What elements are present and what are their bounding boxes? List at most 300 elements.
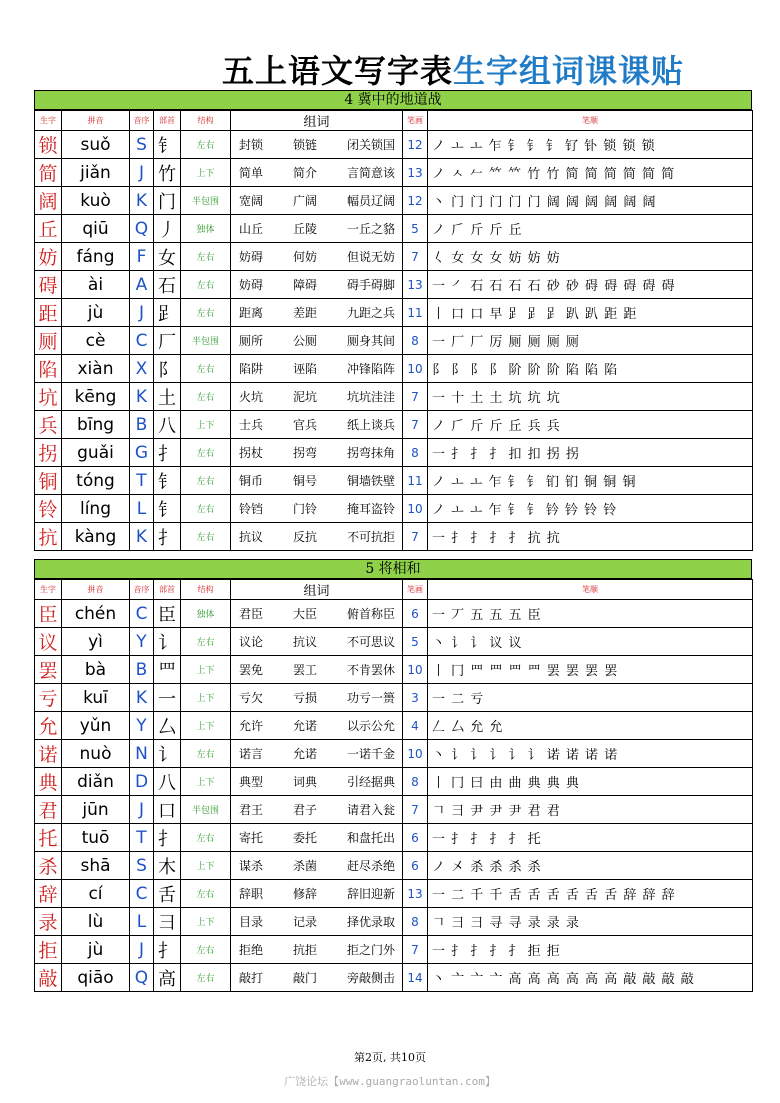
header-structure: 结构 xyxy=(181,111,231,131)
word: 铜号 xyxy=(293,474,318,488)
character: 阔 xyxy=(35,187,62,215)
header-order: 笔顺 xyxy=(428,580,753,600)
pinyin: chén xyxy=(62,600,130,628)
pinyin: tóng xyxy=(62,467,130,495)
pinyin: shā xyxy=(62,852,130,880)
radical: 彐 xyxy=(154,908,181,936)
initial-letter: K xyxy=(130,187,154,215)
table-row xyxy=(35,628,753,656)
structure: 左右 xyxy=(181,964,231,992)
pinyin: cè xyxy=(62,327,130,355)
character: 锁 xyxy=(35,131,62,159)
stroke-order: ノ ㅗ ㅗ 乍 钅 钅 钅 钌 钋 锁 锁 锁 xyxy=(428,131,753,159)
stroke-order: 丶 讠 讠 讠 讠 讠 诺 诺 诺 诺 xyxy=(428,740,753,768)
character: 距 xyxy=(35,299,62,327)
word: 言简意该 xyxy=(347,166,396,180)
initial-letter: K xyxy=(130,383,154,411)
stroke-order: ノ ㅅ 𠂉 𥫗 𥫗 竹 竹 简 简 简 简 简 简 xyxy=(428,159,753,187)
word: 公厕 xyxy=(293,334,318,348)
character: 陷 xyxy=(35,355,62,383)
character: 铜 xyxy=(35,467,62,495)
structure: 上下 xyxy=(181,908,231,936)
table-row xyxy=(35,215,753,243)
initial-letter: J xyxy=(130,936,154,964)
radical: 扌 xyxy=(154,523,181,551)
page-title xyxy=(222,46,684,92)
stroke-order: 𡿨 女 女 女 妨 妨 妨 xyxy=(428,243,753,271)
stroke-order: 一 厂 厂 厉 厕 厕 厕 厕 xyxy=(428,327,753,355)
word: 九距之兵 xyxy=(347,306,396,320)
pinyin: diǎn xyxy=(62,768,130,796)
character: 坑 xyxy=(35,383,62,411)
word: 宽阔 xyxy=(239,194,264,208)
word: 妨碍 xyxy=(239,278,264,292)
character: 罢 xyxy=(35,656,62,684)
stroke-order: 𠃍 ⺕ 彐 寻 寻 录 录 录 xyxy=(428,908,753,936)
word-group xyxy=(231,712,403,740)
stroke-count: 11 xyxy=(403,299,428,327)
radical: 钅 xyxy=(154,467,181,495)
table-row xyxy=(35,131,753,159)
stroke-order: 一 丆 五 五 五 臣 xyxy=(428,600,753,628)
stroke-order: 丨 冂 罒 罒 罒 罒 罢 罢 罢 罢 xyxy=(428,656,753,684)
radical: 𧾷 xyxy=(154,299,181,327)
table-row xyxy=(35,600,753,628)
word: 罢免 xyxy=(239,663,264,677)
header-char: 生字 xyxy=(35,111,62,131)
radical: 八 xyxy=(154,768,181,796)
radical: 八 xyxy=(154,411,181,439)
stroke-count: 13 xyxy=(403,159,428,187)
word: 目录 xyxy=(239,915,264,929)
table-row xyxy=(35,880,753,908)
pinyin: jù xyxy=(62,936,130,964)
stroke-order: 一 ㇒ 石 石 石 石 砂 砂 碍 碍 碍 碍 碍 xyxy=(428,271,753,299)
title-sub: 生字组词课课贴 xyxy=(453,52,685,90)
word: 罢工 xyxy=(293,663,318,677)
word: 请君入瓮 xyxy=(347,803,396,817)
radical: 厂 xyxy=(154,327,181,355)
lesson-heading: 5 将相和 xyxy=(34,559,752,579)
stroke-order: 一 十 土 土 坑 坑 坑 xyxy=(428,383,753,411)
word: 丘陵 xyxy=(293,222,318,236)
table-row xyxy=(35,796,753,824)
table-row xyxy=(35,852,753,880)
stroke-order: 𠃋 厶 允 允 xyxy=(428,712,753,740)
word: 掩耳盗铃 xyxy=(347,502,396,516)
table-row xyxy=(35,159,753,187)
structure: 上下 xyxy=(181,411,231,439)
word: 但说无妨 xyxy=(347,250,396,264)
header-row xyxy=(35,111,753,131)
header-strokes: 笔画 xyxy=(403,580,428,600)
header-words: 组词 xyxy=(231,580,403,600)
word: 记录 xyxy=(293,915,318,929)
pinyin: kuī xyxy=(62,684,130,712)
word: 不肯罢休 xyxy=(347,663,396,677)
initial-letter: J xyxy=(130,159,154,187)
word: 拐杖 xyxy=(239,446,264,460)
word: 寄托 xyxy=(239,831,264,845)
stroke-order: 一 扌 扌 扌 扌 托 xyxy=(428,824,753,852)
word: 旁敲侧击 xyxy=(347,971,396,985)
word-group xyxy=(231,523,403,551)
radical: 阝 xyxy=(154,355,181,383)
stroke-count: 7 xyxy=(403,411,428,439)
character: 碍 xyxy=(35,271,62,299)
table-row xyxy=(35,712,753,740)
word: 敲打 xyxy=(239,971,264,985)
pinyin: qiāo xyxy=(62,964,130,992)
stroke-order: 丶 门 门 门 门 门 阔 阔 阔 阔 阔 阔 xyxy=(428,187,753,215)
word-group xyxy=(231,215,403,243)
word: 和盘托出 xyxy=(347,831,396,845)
character: 拐 xyxy=(35,439,62,467)
stroke-count: 13 xyxy=(403,880,428,908)
initial-letter: J xyxy=(130,796,154,824)
word: 允许 xyxy=(239,719,264,733)
word: 功亏一篑 xyxy=(347,691,396,705)
structure: 左右 xyxy=(181,299,231,327)
structure: 左右 xyxy=(181,936,231,964)
word: 引经据典 xyxy=(347,775,396,789)
character: 敲 xyxy=(35,964,62,992)
word: 君王 xyxy=(239,803,264,817)
word: 大臣 xyxy=(293,607,318,621)
character-table xyxy=(34,110,753,551)
initial-letter: S xyxy=(130,131,154,159)
word: 门铃 xyxy=(293,502,318,516)
radical: 石 xyxy=(154,271,181,299)
header-structure: 结构 xyxy=(181,580,231,600)
word: 封锁 xyxy=(239,138,264,152)
structure: 左右 xyxy=(181,439,231,467)
stroke-count: 3 xyxy=(403,684,428,712)
radical: 厶 xyxy=(154,712,181,740)
word: 厕所 xyxy=(239,334,264,348)
word: 拐弯 xyxy=(293,446,318,460)
word: 亏欠 xyxy=(239,691,264,705)
structure: 左右 xyxy=(181,131,231,159)
word-group xyxy=(231,355,403,383)
initial-letter: S xyxy=(130,852,154,880)
pinyin: jù xyxy=(62,299,130,327)
structure: 左右 xyxy=(181,383,231,411)
header-letter: 音序 xyxy=(130,580,154,600)
structure: 左右 xyxy=(181,628,231,656)
stroke-count: 7 xyxy=(403,243,428,271)
word: 典型 xyxy=(239,775,264,789)
radical: 扌 xyxy=(154,824,181,852)
radical: 罒 xyxy=(154,656,181,684)
structure: 左右 xyxy=(181,355,231,383)
structure: 独体 xyxy=(181,600,231,628)
lesson-section xyxy=(34,90,752,551)
radical: 臣 xyxy=(154,600,181,628)
stroke-order: ノ 𠂆 斤 斤 丘 兵 兵 xyxy=(428,411,753,439)
structure: 上下 xyxy=(181,684,231,712)
initial-letter: L xyxy=(130,908,154,936)
character: 录 xyxy=(35,908,62,936)
stroke-count: 5 xyxy=(403,628,428,656)
word-group xyxy=(231,600,403,628)
structure: 半包围 xyxy=(181,187,231,215)
radical: 竹 xyxy=(154,159,181,187)
word-group xyxy=(231,467,403,495)
initial-letter: T xyxy=(130,824,154,852)
stroke-count: 8 xyxy=(403,327,428,355)
word: 妨碍 xyxy=(239,250,264,264)
word: 敲门 xyxy=(293,971,318,985)
word: 陷阱 xyxy=(239,362,264,376)
table-row xyxy=(35,656,753,684)
stroke-count: 10 xyxy=(403,656,428,684)
word: 冲锋陷阵 xyxy=(347,362,396,376)
stroke-count: 8 xyxy=(403,908,428,936)
header-order: 笔顺 xyxy=(428,111,753,131)
pinyin: xiàn xyxy=(62,355,130,383)
structure: 上下 xyxy=(181,852,231,880)
initial-letter: J xyxy=(130,299,154,327)
page-number: 第2页, 共10页 xyxy=(354,1051,426,1064)
stroke-order: ノ ㅗ ㅗ 乍 钅 钅 钤 钤 铃 铃 xyxy=(428,495,753,523)
pinyin: kēng xyxy=(62,383,130,411)
word-group xyxy=(231,684,403,712)
radical: 扌 xyxy=(154,936,181,964)
table-row xyxy=(35,936,753,964)
word-group xyxy=(231,439,403,467)
word: 山丘 xyxy=(239,222,264,236)
character: 诺 xyxy=(35,740,62,768)
word: 辞旧迎新 xyxy=(347,887,396,901)
word: 厕身其间 xyxy=(347,334,396,348)
stroke-count: 10 xyxy=(403,740,428,768)
word: 亏损 xyxy=(293,691,318,705)
stroke-count: 8 xyxy=(403,768,428,796)
word-group xyxy=(231,824,403,852)
table-row xyxy=(35,684,753,712)
initial-letter: C xyxy=(130,327,154,355)
initial-letter: N xyxy=(130,740,154,768)
radical: 讠 xyxy=(154,628,181,656)
initial-letter: D xyxy=(130,768,154,796)
radical: 门 xyxy=(154,187,181,215)
radical: 丿 xyxy=(154,215,181,243)
lesson-section xyxy=(34,559,752,992)
word-group xyxy=(231,740,403,768)
word-group xyxy=(231,187,403,215)
stroke-order: ノ 𠂆 斤 斤 丘 xyxy=(428,215,753,243)
word-group xyxy=(231,159,403,187)
word: 谋杀 xyxy=(239,859,264,873)
stroke-count: 12 xyxy=(403,187,428,215)
stroke-order: 丨 口 口 早 𧾷 𧾷 𧾷 趴 趴 距 距 xyxy=(428,299,753,327)
initial-letter: Q xyxy=(130,964,154,992)
table-row xyxy=(35,299,753,327)
pinyin: jiǎn xyxy=(62,159,130,187)
word: 君臣 xyxy=(239,607,264,621)
radical: 口 xyxy=(154,796,181,824)
word: 泥坑 xyxy=(293,390,318,404)
table-row xyxy=(35,740,753,768)
pinyin: bà xyxy=(62,656,130,684)
word: 委托 xyxy=(293,831,318,845)
initial-letter: T xyxy=(130,467,154,495)
word: 坑坑洼洼 xyxy=(347,390,396,404)
word: 闭关锁国 xyxy=(347,138,396,152)
word: 广阔 xyxy=(293,194,318,208)
word: 允诺 xyxy=(293,719,318,733)
character: 辞 xyxy=(35,880,62,908)
word: 拒之门外 xyxy=(347,943,396,957)
character: 厕 xyxy=(35,327,62,355)
word: 不可抗拒 xyxy=(347,530,396,544)
word: 抗议 xyxy=(239,530,264,544)
word-group xyxy=(231,243,403,271)
word: 一丘之貉 xyxy=(347,222,396,236)
stroke-count: 8 xyxy=(403,439,428,467)
radical: 土 xyxy=(154,383,181,411)
initial-letter: C xyxy=(130,600,154,628)
table-row xyxy=(35,964,753,992)
word: 诺言 xyxy=(239,747,264,761)
initial-letter: B xyxy=(130,656,154,684)
radical: 讠 xyxy=(154,740,181,768)
character: 杀 xyxy=(35,852,62,880)
word-group xyxy=(231,656,403,684)
header-strokes: 笔画 xyxy=(403,111,428,131)
stroke-order: 丨 冂 曰 由 曲 典 典 典 xyxy=(428,768,753,796)
header-radical: 部首 xyxy=(154,580,181,600)
word-group xyxy=(231,768,403,796)
stroke-order: 一 扌 扌 扌 扌 抗 抗 xyxy=(428,523,753,551)
word-group xyxy=(231,327,403,355)
stroke-count: 5 xyxy=(403,215,428,243)
word-group xyxy=(231,908,403,936)
structure: 左右 xyxy=(181,740,231,768)
character: 臣 xyxy=(35,600,62,628)
word: 差距 xyxy=(293,306,318,320)
word: 官兵 xyxy=(293,418,318,432)
stroke-count: 10 xyxy=(403,355,428,383)
initial-letter: G xyxy=(130,439,154,467)
word: 议论 xyxy=(239,635,264,649)
stroke-order: 一 二 亏 xyxy=(428,684,753,712)
initial-letter: B xyxy=(130,411,154,439)
structure: 上下 xyxy=(181,159,231,187)
structure: 上下 xyxy=(181,768,231,796)
stroke-count: 7 xyxy=(403,523,428,551)
word-group xyxy=(231,495,403,523)
word-group xyxy=(231,383,403,411)
stroke-count: 6 xyxy=(403,824,428,852)
word: 火坑 xyxy=(239,390,264,404)
word-group xyxy=(231,880,403,908)
stroke-count: 13 xyxy=(403,271,428,299)
table-row xyxy=(35,523,753,551)
table-row xyxy=(35,187,753,215)
stroke-order: 丶 讠 讠 议 议 xyxy=(428,628,753,656)
word: 铜墙铁壁 xyxy=(347,474,396,488)
pinyin: tuō xyxy=(62,824,130,852)
radical: 木 xyxy=(154,852,181,880)
word: 锁链 xyxy=(293,138,318,152)
pinyin: nuò xyxy=(62,740,130,768)
character: 君 xyxy=(35,796,62,824)
word: 赶尽杀绝 xyxy=(347,859,396,873)
table-row xyxy=(35,495,753,523)
structure: 半包围 xyxy=(181,327,231,355)
pinyin: ài xyxy=(62,271,130,299)
stroke-count: 12 xyxy=(403,131,428,159)
structure: 上下 xyxy=(181,656,231,684)
header-words: 组词 xyxy=(231,111,403,131)
structure: 半包围 xyxy=(181,796,231,824)
stroke-count: 14 xyxy=(403,964,428,992)
initial-letter: Y xyxy=(130,628,154,656)
word: 一诺千金 xyxy=(347,747,396,761)
pinyin: líng xyxy=(62,495,130,523)
pinyin: kàng xyxy=(62,523,130,551)
character: 抗 xyxy=(35,523,62,551)
character: 亏 xyxy=(35,684,62,712)
stroke-count: 7 xyxy=(403,796,428,824)
table-row xyxy=(35,467,753,495)
word-group xyxy=(231,796,403,824)
word: 何妨 xyxy=(293,250,318,264)
table-row xyxy=(35,327,753,355)
character-table xyxy=(34,579,753,992)
stroke-order: ノ ㅗ ㅗ 乍 钅 钅 钔 钔 铜 铜 铜 xyxy=(428,467,753,495)
table-row xyxy=(35,768,753,796)
lesson-heading: 4 冀中的地道战 xyxy=(34,90,752,110)
initial-letter: Y xyxy=(130,712,154,740)
character: 托 xyxy=(35,824,62,852)
table-row xyxy=(35,271,753,299)
structure: 左右 xyxy=(181,467,231,495)
word: 铃铛 xyxy=(239,502,264,516)
word: 拐弯抹角 xyxy=(347,446,396,460)
pinyin: bīng xyxy=(62,411,130,439)
pinyin: lù xyxy=(62,908,130,936)
initial-letter: K xyxy=(130,684,154,712)
stroke-order: 一 二 千 千 舌 舌 舌 舌 舌 舌 辞 辞 辞 xyxy=(428,880,753,908)
stroke-count: 7 xyxy=(403,936,428,964)
site-watermark: 广饶论坛【www.guangraoluntan.com】 xyxy=(284,1075,496,1088)
radical: 扌 xyxy=(154,439,181,467)
radical: 舌 xyxy=(154,880,181,908)
table-row xyxy=(35,439,753,467)
pinyin: yì xyxy=(62,628,130,656)
structure: 左右 xyxy=(181,824,231,852)
word-group xyxy=(231,299,403,327)
word: 修辞 xyxy=(293,887,318,901)
word: 词典 xyxy=(293,775,318,789)
pinyin: fáng xyxy=(62,243,130,271)
structure: 左右 xyxy=(181,880,231,908)
word-group xyxy=(231,964,403,992)
word: 俯首称臣 xyxy=(347,607,396,621)
character: 兵 xyxy=(35,411,62,439)
initial-letter: K xyxy=(130,523,154,551)
structure: 独体 xyxy=(181,215,231,243)
stroke-order: ノ 㐅 杀 杀 杀 杀 xyxy=(428,852,753,880)
pinyin: kuò xyxy=(62,187,130,215)
title-main: 五上语文写字表 xyxy=(222,52,454,90)
structure: 左右 xyxy=(181,495,231,523)
header-pinyin: 拼音 xyxy=(62,580,130,600)
stroke-order: 𠃍 ⺕ 尹 尹 尹 君 君 xyxy=(428,796,753,824)
